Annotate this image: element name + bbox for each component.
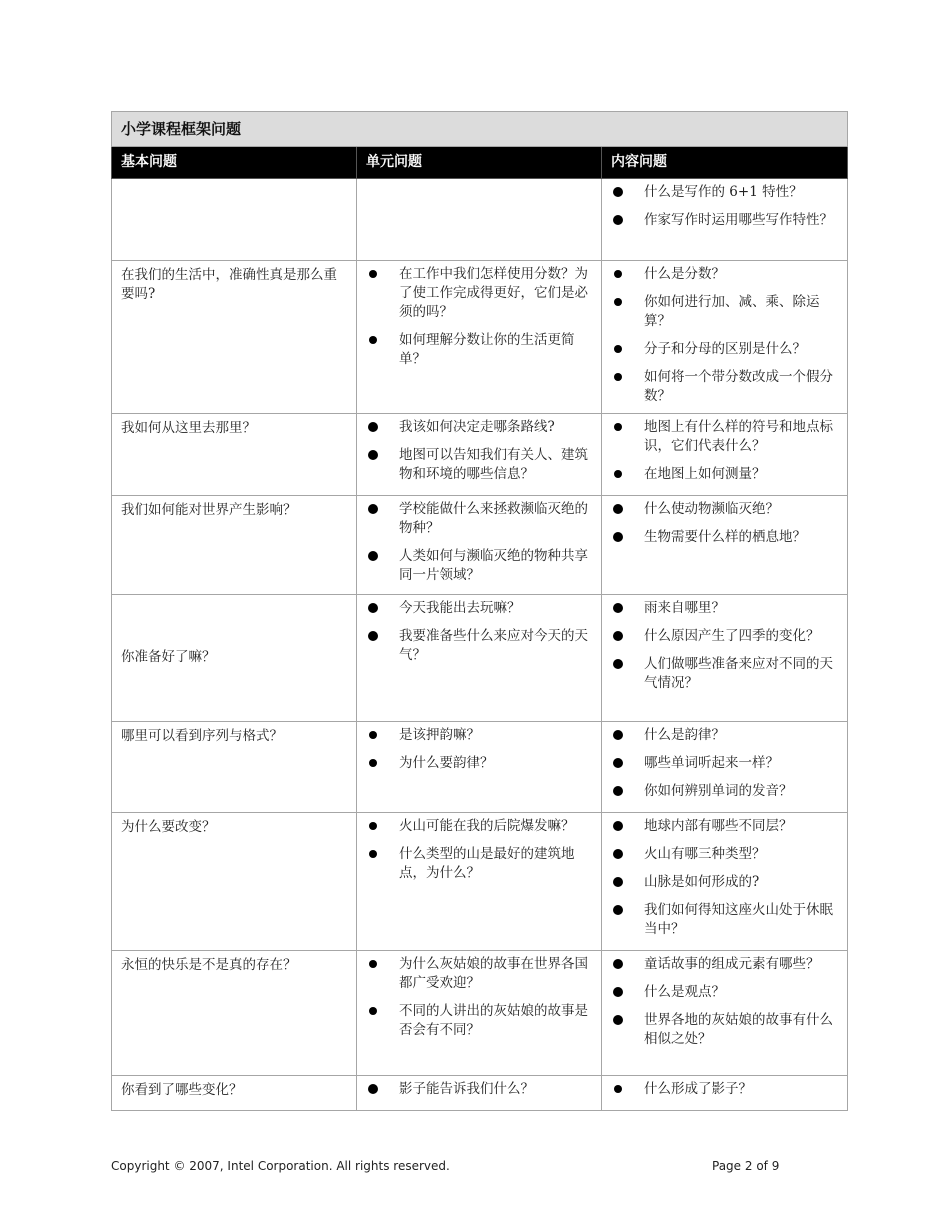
content-question-cell [602, 595, 848, 722]
bullet-icon [613, 730, 623, 740]
list-item [610, 599, 839, 618]
content-question-text: 什么使动物濒临灭绝？ [644, 501, 779, 517]
list-item [365, 845, 593, 883]
unit-question-text: 学校能做什么来拯救濒临灭绝的物种？ [399, 501, 588, 536]
essential-question-text: 我如何从这里去那里？ [121, 420, 256, 436]
bullet-icon [613, 215, 623, 225]
content-question-list [610, 265, 839, 406]
table-row [112, 722, 848, 813]
content-question-text: 童话故事的组成元素有哪些？ [644, 956, 820, 972]
list-item [610, 955, 839, 974]
bullet-icon [369, 759, 377, 767]
unit-question-text: 什么类型的山是最好的建筑地点，为什么？ [399, 846, 575, 881]
unit-question-text: 火山可能在我的后院爆发嘛？ [399, 818, 575, 834]
content-question-text: 什么是韵律？ [644, 727, 725, 743]
bullet-icon [368, 551, 378, 561]
content-question-text: 我们如何得知这座火山处于休眠当中？ [644, 902, 833, 937]
unit-question-text: 人类如何与濒临灭绝的物种共享同一片领域？ [399, 548, 588, 583]
bullet-icon [613, 821, 623, 831]
unit-question-text: 我该如何决定走哪条路线? [399, 419, 555, 435]
unit-question-text: 今天我能出去玩嘛？ [399, 600, 521, 616]
unit-question-list [365, 1080, 593, 1099]
unit-question-list [365, 265, 593, 369]
essential-question-text: 永恒的快乐是不是真的存在？ [121, 957, 297, 973]
list-item [610, 340, 839, 359]
list-item [610, 528, 839, 547]
list-item [610, 293, 839, 331]
list-item [365, 1002, 593, 1040]
unit-question-cell [357, 813, 602, 951]
list-item [365, 331, 593, 369]
bullet-icon [369, 850, 377, 858]
list-item [365, 547, 593, 585]
content-question-list [610, 418, 839, 484]
content-question-list [610, 817, 839, 939]
content-question-text: 地图上有什么样的符号和地点标识，它们代表什么？ [644, 419, 833, 454]
bullet-icon [614, 423, 622, 431]
unit-question-list [365, 500, 593, 585]
bullet-icon [369, 731, 377, 739]
unit-question-cell [357, 951, 602, 1076]
content-question-text: 什么是写作的 6+1 特性？ [644, 184, 803, 200]
essential-question-text: 在我们的生活中，准确性真是那么重要吗? [121, 267, 337, 302]
list-item [610, 901, 839, 939]
essential-question-text: 为什么要改变？ [121, 819, 216, 835]
unit-question-list [365, 599, 593, 665]
table-row [112, 595, 848, 722]
bullet-icon [368, 603, 378, 613]
content-question-text: 人们做哪些准备来应对不同的天气情况？ [644, 656, 833, 691]
header-essential: 基本问题 [112, 147, 357, 179]
list-item [365, 627, 593, 665]
list-item [610, 500, 839, 519]
list-item [610, 726, 839, 745]
content-question-text: 雨来自哪里？ [644, 600, 725, 616]
table-row [112, 414, 848, 496]
bullet-icon [614, 373, 622, 381]
essential-question-text: 我们如何能对世界产生影响？ [121, 502, 297, 518]
list-item [610, 983, 839, 1002]
content-question-text: 分子和分母的区别是什么？ [644, 341, 806, 357]
header-unit: 单元问题 [357, 147, 602, 179]
list-item [365, 1080, 593, 1099]
bullet-icon [369, 822, 377, 830]
table-row [112, 951, 848, 1076]
list-item [610, 655, 839, 693]
table-title: 小学课程框架问题 [112, 112, 848, 147]
essential-question-cell [112, 496, 357, 595]
list-item [610, 211, 839, 230]
table-row [112, 261, 848, 414]
table-row [112, 179, 848, 261]
content-question-text: 地球内部有哪些不同层？ [644, 818, 793, 834]
bullet-icon [613, 758, 623, 768]
essential-question-cell [112, 813, 357, 951]
bullet-icon [369, 1007, 377, 1015]
content-question-text: 作家写作时运用哪些写作特性？ [644, 212, 833, 228]
list-item [610, 465, 839, 484]
content-question-cell [602, 179, 848, 261]
bullet-icon [368, 631, 378, 641]
content-question-text: 山脉是如何形成的? [644, 874, 760, 890]
bullet-icon [613, 959, 623, 969]
essential-question-cell [112, 595, 357, 722]
content-question-text: 火山有哪三种类型？ [644, 846, 766, 862]
content-question-text: 什么是观点？ [644, 984, 725, 1000]
unit-question-cell [357, 414, 602, 496]
list-item [610, 817, 839, 836]
table-row [112, 496, 848, 595]
content-question-text: 世界各地的灰姑娘的故事有什么相似之处？ [644, 1012, 833, 1047]
essential-question-cell [112, 261, 357, 414]
list-item [365, 955, 593, 993]
content-question-text: 如何将一个带分数改成一个假分数？ [644, 369, 833, 404]
essential-question-cell [112, 722, 357, 813]
unit-question-list [365, 955, 593, 1040]
content-question-list [610, 599, 839, 693]
list-item [610, 754, 839, 773]
list-item [610, 183, 839, 202]
unit-question-list [365, 726, 593, 773]
bullet-icon [613, 905, 623, 915]
unit-question-cell [357, 496, 602, 595]
unit-question-cell [357, 722, 602, 813]
list-item [610, 418, 839, 456]
bullet-icon [368, 422, 378, 432]
content-question-text: 哪些单词听起来一样？ [644, 755, 779, 771]
content-question-list [610, 726, 839, 801]
bullet-icon [613, 532, 623, 542]
unit-question-cell [357, 179, 602, 261]
unit-question-text: 影子能告诉我们什么？ [399, 1081, 534, 1097]
list-item [365, 500, 593, 538]
list-item [610, 1011, 839, 1049]
bullet-icon [368, 504, 378, 514]
list-item [610, 845, 839, 864]
essential-question-text: 哪里可以看到序列与格式？ [121, 728, 283, 744]
content-question-text: 你如何辨别单词的发音？ [644, 783, 793, 799]
list-item [610, 627, 839, 646]
bullet-icon [613, 504, 623, 514]
bullet-icon [614, 270, 622, 278]
bullet-icon [613, 849, 623, 859]
table-title-row [112, 112, 848, 147]
unit-question-text: 我要准备些什么来应对今天的天气？ [399, 628, 588, 663]
footer-copyright: Copyright © 2007, Intel Corporation. All rights reserved. [111, 1159, 450, 1173]
list-item [365, 599, 593, 618]
unit-question-text: 不同的人讲出的灰姑娘的故事是否会有不同？ [399, 1003, 588, 1038]
bullet-icon [613, 603, 623, 613]
unit-question-text: 为什么要韵律？ [399, 755, 494, 771]
bullet-icon [368, 1084, 378, 1094]
list-item [610, 265, 839, 284]
essential-question-cell [112, 951, 357, 1076]
list-item [365, 265, 593, 322]
list-item [365, 446, 593, 484]
content-question-cell [602, 496, 848, 595]
content-question-list [610, 500, 839, 547]
content-question-text: 什么形成了影子？ [644, 1081, 752, 1097]
list-item [365, 754, 593, 773]
list-item [610, 1080, 839, 1099]
curriculum-table-container [111, 111, 847, 1111]
content-question-text: 你如何进行加、减、乘、除运算？ [644, 294, 820, 329]
unit-question-text: 如何理解分数让你的生活更简单？ [399, 332, 575, 367]
unit-question-text: 在工作中我们怎样使用分数？为了使工作完成得更好，它们是必须的吗？ [399, 266, 588, 320]
bullet-icon [368, 450, 378, 460]
bullet-icon [369, 960, 377, 968]
header-content: 内容问题 [602, 147, 848, 179]
curriculum-questions-table [111, 111, 848, 1111]
bullet-icon [614, 470, 622, 478]
content-question-cell [602, 261, 848, 414]
bullet-icon [613, 1015, 623, 1025]
content-question-cell [602, 722, 848, 813]
unit-question-cell [357, 261, 602, 414]
content-question-list [610, 1080, 839, 1099]
bullet-icon [369, 270, 377, 278]
footer-page-number: Page 2 of 9 [712, 1159, 780, 1173]
unit-question-text: 地图可以告知我们有关人、建筑物和环境的哪些信息？ [399, 447, 588, 482]
essential-question-cell [112, 1076, 357, 1111]
unit-question-list [365, 817, 593, 883]
list-item [610, 873, 839, 892]
bullet-icon [613, 187, 623, 197]
content-question-text: 生物需要什么样的栖息地？ [644, 529, 806, 545]
unit-question-cell [357, 1076, 602, 1111]
bullet-icon [613, 631, 623, 641]
essential-question-cell [112, 179, 357, 261]
table-row [112, 1076, 848, 1111]
content-question-list [610, 183, 839, 230]
bullet-icon [613, 659, 623, 669]
content-question-cell [602, 813, 848, 951]
list-item [365, 726, 593, 745]
bullet-icon [369, 336, 377, 344]
bullet-icon [614, 345, 622, 353]
content-question-cell [602, 414, 848, 496]
list-item [610, 782, 839, 801]
table-row [112, 813, 848, 951]
content-question-list [610, 955, 839, 1049]
content-question-text: 在地图上如何测量？ [644, 466, 766, 482]
unit-question-list [365, 418, 593, 484]
essential-question-text: 你准备好了嘛？ [121, 649, 216, 665]
content-question-cell [602, 951, 848, 1076]
bullet-icon [614, 298, 622, 306]
content-question-text: 什么是分数？ [644, 266, 725, 282]
essential-question-cell [112, 414, 357, 496]
list-item [365, 418, 593, 437]
essential-question-text: 你看到了哪些变化？ [121, 1082, 243, 1098]
list-item [610, 368, 839, 406]
bullet-icon [613, 786, 623, 796]
bullet-icon [614, 1085, 622, 1093]
table-header-row [112, 147, 848, 179]
unit-question-cell [357, 595, 602, 722]
bullet-icon [613, 987, 623, 997]
unit-question-text: 为什么灰姑娘的故事在世界各国都广受欢迎？ [399, 956, 588, 991]
bullet-icon [613, 877, 623, 887]
content-question-cell [602, 1076, 848, 1111]
content-question-text: 什么原因产生了四季的变化？ [644, 628, 820, 644]
unit-question-text: 是该押韵嘛？ [399, 727, 480, 743]
list-item [365, 817, 593, 836]
